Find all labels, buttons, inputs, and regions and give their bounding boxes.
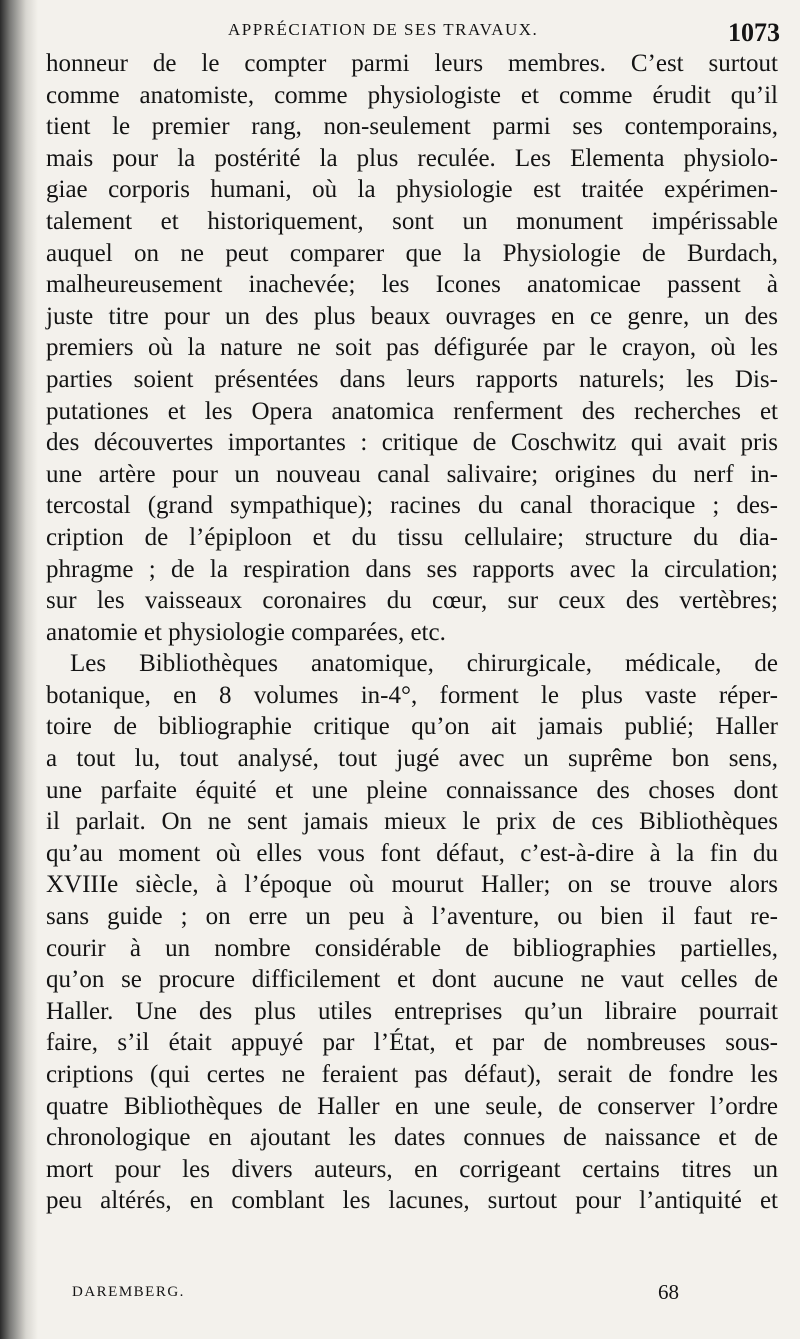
page-gutter-shadow — [0, 0, 38, 1339]
text-line: XVIIIe siècle, à l’époque où mourut Haller; on se trouve alors — [46, 871, 778, 899]
text-line: comme anatomiste, comme physiologiste et comme érudit qu’il — [46, 81, 778, 109]
text-line: putationes et les Opera anatomica renferment des recherches et — [46, 397, 778, 425]
text-line: une artère pour un nouveau canal salivaire; origines du nerf in- — [46, 460, 778, 488]
text-line: chronologique en ajoutant les dates connues de naissance et de — [46, 1124, 778, 1152]
text-line: quatre Bibliothèques de Haller en une seule, de conserver l’ordre — [46, 1092, 778, 1120]
text-line: parties soient présentées dans leurs rapports naturels; les Dis- — [46, 365, 778, 393]
paragraph-start-line: Les Bibliothèques anatomique, chirurgicale, médicale, de — [70, 650, 778, 678]
text-line: malheureusement inachevée; les Icones anatomicae passent à — [46, 271, 778, 299]
text-line: qu’on se procure difficilement et dont aucune ne vaut celles de — [46, 966, 778, 994]
text-line: criptions (qui certes ne feraient pas défaut), serait de fondre les — [46, 1061, 778, 1088]
author-signature: DAREMBERG. — [72, 1284, 185, 1300]
signature-mark: 68 — [658, 1280, 679, 1304]
text-line: sur les vaisseaux coronaires du cœur, sur ceux des vertèbres; — [46, 587, 778, 615]
text-line: cription de l’épiploon et du tissu cellulaire; structure du dia- — [46, 523, 778, 551]
text-line: phragme ; de la respiration dans ses rapports avec la circulation; — [46, 555, 778, 583]
text-line: honneur de le compter parmi leurs membres. C’est surtout — [46, 50, 778, 77]
text-line: mais pour la postérité la plus reculée. Les Elementa physiolo- — [46, 144, 778, 172]
text-line: qu’au moment où elles vous font défaut, c’est-à-dire à la fin du — [46, 839, 778, 867]
text-line: giae corporis humani, où la physiologie est traitée expérimen- — [46, 176, 778, 204]
text-line: faire, s’il était appuyé par l’État, et par de nombreuses sous- — [46, 1029, 778, 1057]
text-line: juste titre pour un des plus beaux ouvrages en ce genre, un des — [46, 302, 778, 330]
text-line: il parlait. On ne sent jamais mieux le prix de ces Bibliothèques — [46, 808, 778, 836]
text-line: une parfaite équité et une pleine connaissance des choses dont — [46, 776, 778, 804]
text-line: talement et historiquement, sont un monument impérissable — [46, 207, 778, 235]
text-line: mort pour les divers auteurs, en corrigeant certains titres un — [46, 1155, 778, 1183]
text-line: Haller. Une des plus utiles entreprises qu’un libraire pourrait — [46, 997, 778, 1025]
text-line: sans guide ; on erre un peu à l’aventure, ou bien il faut re- — [46, 903, 778, 931]
text-line: premiers où la nature ne soit pas défigurée par le crayon, où les — [46, 334, 778, 362]
text-line: des découvertes importantes : critique de Coschwitz qui avait pris — [46, 429, 778, 457]
text-line: toire de bibliographie critique qu’on ait jamais publié; Haller — [46, 713, 778, 741]
page-footer — [72, 1280, 778, 1320]
body-text — [46, 48, 778, 1217]
text-line: a tout lu, tout analysé, tout jugé avec un suprême bon sens, — [46, 745, 778, 773]
paragraph-end-line: anatomie et physiologie comparées, etc. — [46, 618, 446, 646]
text-line: botanique, en 8 volumes in-4°, forment le plus vaste réper- — [46, 681, 778, 709]
text-line: courir à un nombre considérable de bibliographies partielles, — [46, 934, 778, 962]
running-head: APPRÉCIATION DE SES TRAVAUX. — [228, 20, 539, 39]
page-number: 1073 — [728, 18, 780, 47]
text-line: auquel on ne peut comparer que la Physiologie de Burdach, — [46, 239, 778, 267]
text-line: peu altérés, en comblant les lacunes, surtout pour l’antiquité et — [46, 1187, 778, 1215]
page-header — [60, 14, 786, 48]
text-line: tercostal (grand sympathique); racines du canal thoracique ; des- — [46, 492, 778, 520]
text-line: tient le premier rang, non-seulement parmi ses contemporains, — [46, 113, 778, 141]
